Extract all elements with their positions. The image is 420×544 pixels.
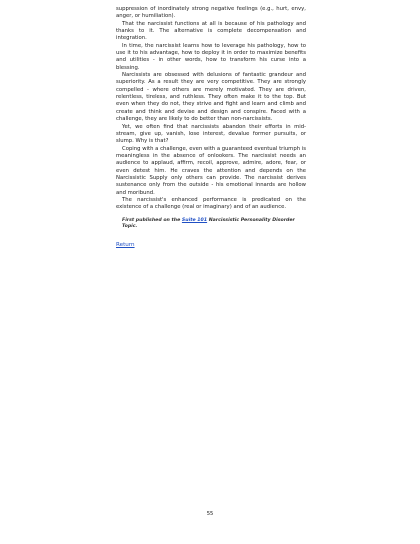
- suite-101-link[interactable]: Suite 101: [181, 217, 208, 223]
- paragraph-3: In time, the narcissist learns how to leverage his pathology, how to use it to his advantage, how to deploy it in order to maximize benefits and utilities - in other words, how to transform his curse into a blessing.: [116, 42, 306, 71]
- paragraph-4: Narcissists are obsessed with delusions of fantastic grandeur and superiority. As a result they are very competitive. They are strongly compelled - where others are merely motivated. They are driven, relentless, tireless, and ruthless. They often make it to the top. But even when they do not, they strive and fight and learn and climb and create and think and devise and design and conspire. Faced with a challenge, they are likely to do better than non-narcissists.: [116, 72, 306, 123]
- credit-suffix: Narcissistic Personality Disorder Topic.: [122, 217, 295, 230]
- page-number: 55: [206, 511, 214, 517]
- paragraph-7: The narcissist's enhanced performance is predicated on the existence of a challenge (real or imaginary) and of an audience.: [116, 196, 306, 211]
- credit-prefix: First published on the: [122, 217, 182, 223]
- return-link[interactable]: Return: [116, 241, 135, 248]
- paragraph-5: Yet, we often find that narcissists abandon their efforts in mid-stream, give up, vanish, lose interest, devalue former pursuits, or slump. Why is that?: [116, 123, 306, 145]
- document-page: [116, 6, 306, 250]
- publication-credit: [122, 218, 306, 231]
- paragraph-2: That the narcissist functions at all is because of his pathology and thanks to it. The alternative is complete decompensation and integration.: [116, 20, 306, 42]
- paragraph-6: Coping with a challenge, even with a guaranteed eventual triumph is meaningless in the absence of onlookers. The narcissist needs an audience to applaud, affirm, recoil, approve, admire, adore, fear, or even detest him. He craves the attention and depends on the Narcissistic Supply only others can provide. The narcissist derives sustenance only from the outside - his emotional innards are hollow and moribund.: [116, 145, 306, 196]
- paragraph-1: suppression of inordinately strong negative feelings (e.g., hurt, envy, anger, or humiliation).: [116, 6, 306, 20]
